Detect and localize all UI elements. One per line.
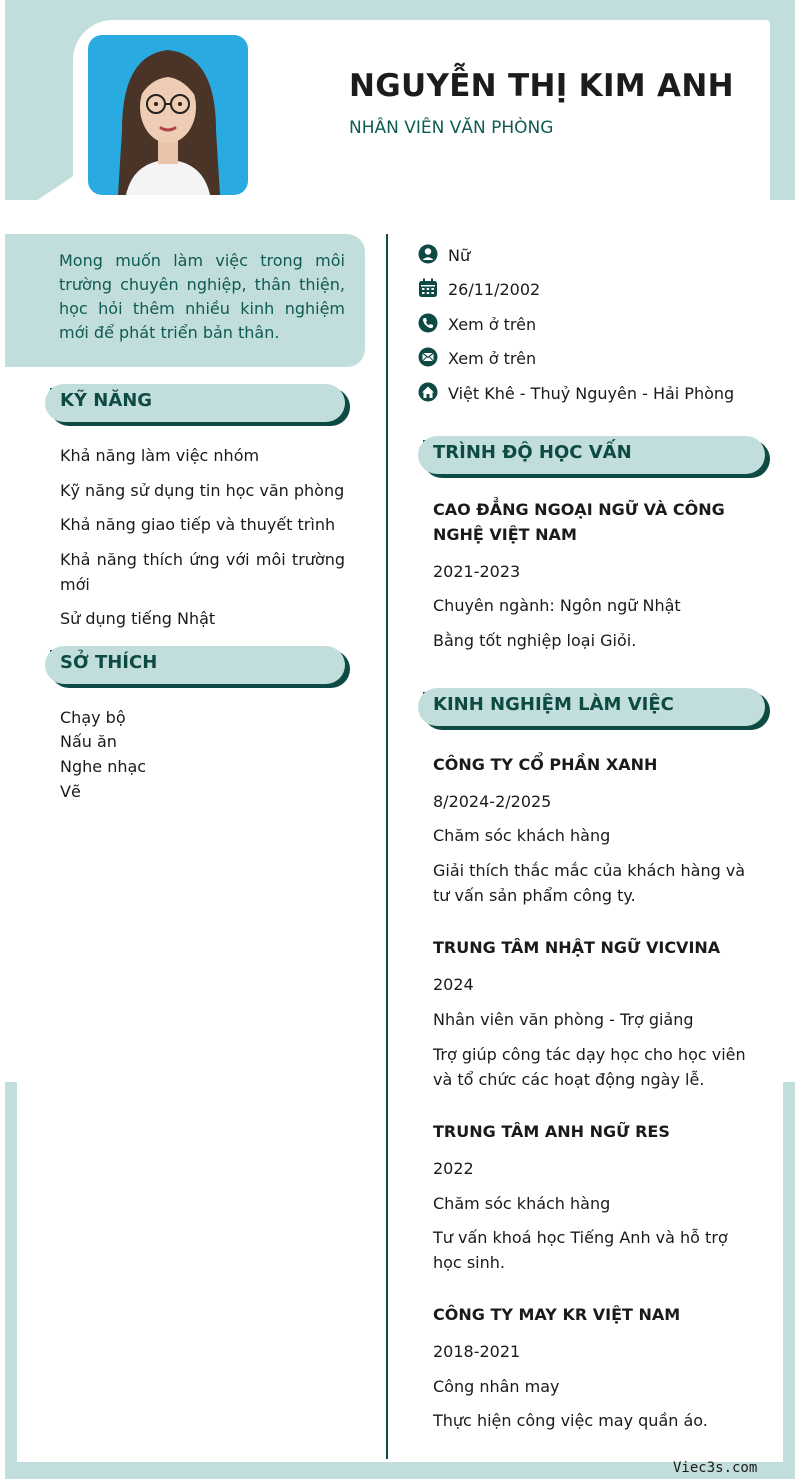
experience-section-header [418, 688, 765, 726]
school-name: CAO ĐẲNG NGOẠI NGỮ VÀ CÔNG NGHỆ VIỆT NAM [433, 500, 725, 544]
job-role: Chăm sóc khách hàng [433, 1194, 611, 1213]
job-description: Tư vấn khoá học Tiếng Anh và hỗ trợ học sinh. [433, 1228, 728, 1272]
job-period: 2018-2021 [433, 1342, 521, 1361]
job-role: Chăm sóc khách hàng [433, 826, 611, 845]
job-period: 2024 [433, 975, 474, 994]
page-background [0, 200, 800, 234]
skills-title: KỸ NĂNG [60, 390, 153, 411]
job-period: 2022 [433, 1159, 474, 1178]
experience-title: KINH NGHIỆM LÀM VIỆC [433, 694, 674, 715]
education-major: Chuyên ngành: Ngôn ngữ Nhật [433, 596, 681, 615]
hobbies-section-header [45, 646, 345, 684]
email-value: Xem ở trên [448, 349, 537, 368]
phone-value: Xem ở trên [448, 315, 537, 334]
gender-value: Nữ [448, 246, 471, 265]
education-section-header [418, 436, 765, 474]
job-role: Công nhân may [433, 1377, 560, 1396]
skills-section-header [45, 384, 345, 422]
job-company: TRUNG TÂM NHẬT NGỮ VICVINA [433, 938, 721, 957]
address-value: Việt Khê - Thuỷ Nguyên - Hải Phòng [448, 384, 735, 403]
hobby-item: Vẽ [60, 782, 81, 801]
left-border-decoration [5, 1082, 17, 1479]
candidate-name: NGUYỄN THỊ KIM ANH [349, 68, 734, 104]
profile-photo [88, 35, 248, 195]
skill-item: Kỹ năng sử dụng tin học văn phòng [60, 481, 345, 500]
job-description: Trợ giúp công tác dạy học cho học viên và tổ chức các hoạt động ngày lễ. [433, 1045, 746, 1089]
footer-watermark: Viec3s.com [673, 1460, 758, 1476]
job-description: Giải thích thắc mắc của khách hàng và tư vấn sản phẩm công ty. [433, 861, 746, 905]
skill-item: Khả năng thích ứng với môi trường mới [60, 550, 345, 594]
hobbies-title: SỞ THÍCH [60, 652, 158, 673]
career-objective: Mong muốn làm việc trong môi trường chuyên nghiệp, thân thiện, học hỏi thêm nhiều kinh nghiệm mới để phát triển bản thân. [5, 234, 365, 367]
phone-icon [418, 313, 438, 333]
education-period: 2021-2023 [433, 562, 521, 581]
person-icon [418, 244, 438, 264]
skill-item: Khả năng làm việc nhóm [60, 446, 260, 465]
education-degree: Bằng tốt nghiệp loại Giỏi. [433, 631, 637, 650]
right-border-decoration [783, 1082, 795, 1479]
skill-item: Sử dụng tiếng Nhật [60, 609, 216, 628]
job-role: Nhân viên văn phòng - Trợ giảng [433, 1010, 694, 1029]
home-icon [418, 382, 438, 402]
birthday-value: 26/11/2002 [448, 280, 541, 299]
mail-icon [418, 347, 438, 367]
hobby-item: Chạy bộ [60, 708, 126, 727]
job-company: TRUNG TÂM ANH NGỮ RES [433, 1122, 670, 1141]
hobby-item: Nấu ăn [60, 732, 117, 751]
hobby-item: Nghe nhạc [60, 757, 147, 776]
job-description: Thực hiện công việc may quần áo. [433, 1411, 708, 1430]
candidate-position: NHÂN VIÊN VĂN PHÒNG [349, 118, 554, 138]
skill-item: Khả năng giao tiếp và thuyết trình [60, 515, 336, 534]
calendar-icon [418, 278, 438, 298]
job-company: CÔNG TY MAY KR VIỆT NAM [433, 1305, 681, 1324]
education-title: TRÌNH ĐỘ HỌC VẤN [433, 442, 632, 463]
job-company: CÔNG TY CỔ PHẦN XANH [433, 755, 658, 774]
job-period: 8/2024-2/2025 [433, 792, 552, 811]
column-divider [386, 234, 388, 1459]
